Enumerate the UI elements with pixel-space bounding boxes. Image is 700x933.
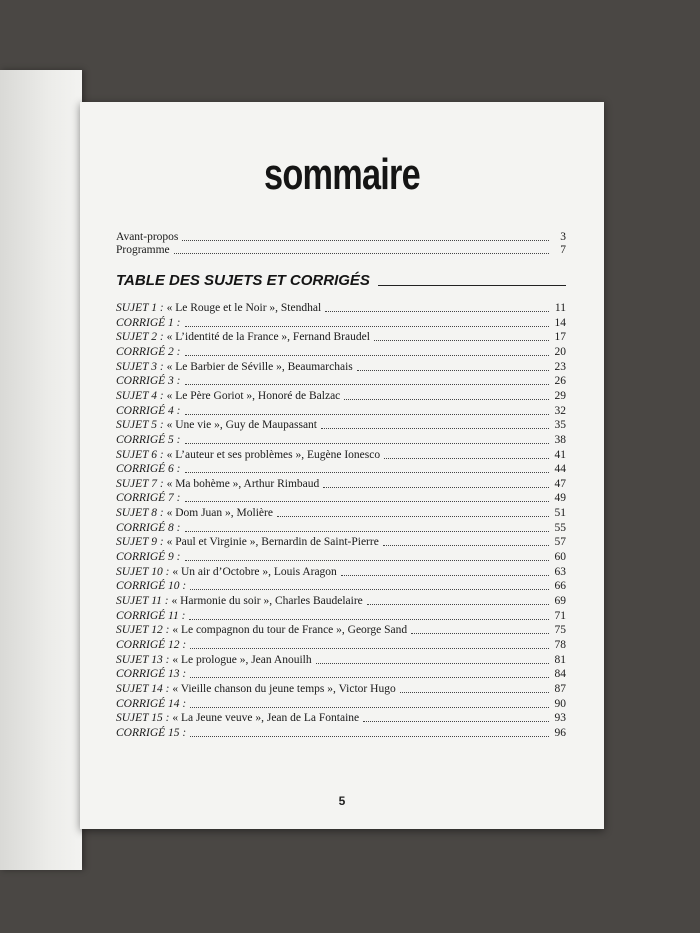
dot-leader [190,706,549,708]
dot-leader [185,471,549,473]
sujet-page: 75 [554,624,566,637]
sujet-title: « L’identité de la France », Fernand Braudel [163,331,370,344]
sujet-page: 69 [554,595,566,607]
toc-sujet-row [116,477,566,491]
toc-corrige-row [116,667,566,681]
corrige-page: 71 [554,609,566,622]
sujet-label: SUJET 14 : [116,682,170,695]
toc-sujet-row [116,389,566,403]
sujet-page: 23 [554,360,566,373]
page-number: 5 [338,794,346,808]
sujet-title: « Vieille chanson du jeune temps », Victor Hugo [169,682,396,695]
toc-corrige-row [116,316,566,330]
dot-leader [174,252,549,254]
sujet-label: SUJET 7 : [116,477,164,490]
dot-leader [185,383,549,385]
dot-leader [182,239,549,241]
toc-corrige-row [116,345,566,359]
toc-entry-page: 7 [560,244,566,256]
sujet-page: 63 [554,565,566,578]
sujet-page: 93 [554,712,566,725]
sujet-label: SUJET 4 : [116,389,164,402]
corrige-label: CORRIGÉ 3 : [116,375,181,388]
sujet-label: SUJET 3 : [116,360,164,373]
toc-sujet-row [116,360,566,374]
dot-leader [400,691,549,693]
sujet-label: SUJET 8 : [116,507,164,520]
dot-leader [185,442,549,444]
corrige-page: 90 [554,697,566,710]
corrige-page: 32 [554,404,566,417]
sujet-label: SUJET 2 : [116,331,164,344]
corrige-label: CORRIGÉ 13 : [116,668,187,681]
toc-corrige-row [116,491,566,505]
dot-leader [190,676,549,678]
section-heading [116,272,566,289]
sujet-title: « Harmonie du soir », Charles Baudelaire [168,595,363,607]
sujet-title: « Le Père Goriot », Honoré de Balzac [163,389,341,402]
sujet-title: « Dom Juan », Molière [163,507,273,520]
sujet-label: SUJET 11 : [116,595,169,607]
dot-leader [411,632,549,634]
corrige-label: CORRIGÉ 10 : [116,580,187,593]
toc-corrige-row [116,726,566,740]
dot-leader [185,559,549,561]
dot-leader [344,398,549,400]
dot-leader [367,603,549,605]
corrige-page: 44 [554,463,566,476]
toc-entry-label: Avant-propos [116,231,179,243]
sujet-page: 11 [554,302,566,314]
toc-sujet-row [116,301,566,315]
corrige-page: 14 [554,316,566,329]
sujet-title: « Le compagnon du tour de France », George Sand [169,624,408,637]
corrige-label: CORRIGÉ 4 : [116,404,181,417]
section-heading-text: TABLE DES SUJETS ET CORRIGÉS [116,272,370,289]
corrige-page: 78 [554,638,566,651]
toc-corrige-row [116,550,566,564]
corrige-label: CORRIGÉ 9 : [116,551,181,564]
sujet-label: SUJET 6 : [116,448,164,461]
dot-leader [383,544,549,546]
sujet-page: 81 [554,653,566,666]
toc-corrige-row [116,638,566,652]
sujet-title: « Ma bohème », Arthur Rimbaud [163,477,320,490]
corrige-label: CORRIGÉ 2 : [116,345,181,358]
sujet-title: « Le prologue », Jean Anouilh [169,653,312,666]
corrige-label: CORRIGÉ 1 : [116,316,181,329]
corrige-page: 38 [554,433,566,446]
toc-corrige-row [116,374,566,388]
toc-sujet-row [116,682,566,696]
toc-sujet-row [116,418,566,432]
sujet-title: « Le Rouge et le Noir », Stendhal [163,302,322,314]
sujet-title: « Une vie », Guy de Maupassant [163,419,318,432]
corrige-label: CORRIGÉ 5 : [116,433,181,446]
dot-leader [341,574,549,576]
corrige-label: CORRIGÉ 14 : [116,697,187,710]
sujet-label: SUJET 5 : [116,419,164,432]
corrige-page: 96 [554,726,566,739]
toc-entry-programme [116,243,566,257]
toc-sujet-row [116,711,566,725]
corrige-page: 66 [554,580,566,593]
corrige-page: 20 [554,345,566,358]
toc-sujet-row [116,565,566,579]
dot-leader [185,413,549,415]
corrige-page: 49 [554,492,566,505]
toc-sujet-row [116,623,566,637]
sujet-title: « L’auteur et ses problèmes », Eugène Ionesco [163,448,381,461]
corrige-page: 26 [554,375,566,388]
corrige-label: CORRIGÉ 12 : [116,638,187,651]
sujet-title: « Paul et Virginie », Bernardin de Saint-Pierre [163,536,379,549]
toc-sujet-row [116,448,566,462]
corrige-page: 60 [554,551,566,564]
toc-corrige-row [116,697,566,711]
sujet-page: 51 [554,507,566,520]
toc-sujet-row [116,535,566,549]
dot-leader [190,647,549,649]
toc-corrige-row [116,462,566,476]
corrige-label: CORRIGÉ 7 : [116,492,181,505]
toc-corrige-row [116,521,566,535]
sujet-label: SUJET 9 : [116,536,164,549]
toc-sujet-row [116,594,566,608]
dot-leader [277,515,549,517]
toc-sujet-row [116,330,566,344]
sujet-title: « Le Barbier de Séville », Beaumarchais [163,360,353,373]
dot-leader [185,354,549,356]
dot-leader [190,735,549,737]
dot-leader [190,588,549,590]
dot-leader [316,662,549,664]
dot-leader [185,530,549,532]
sujet-page: 35 [554,419,566,432]
dot-leader [185,325,549,327]
sujet-page: 47 [554,477,566,490]
dot-leader [363,720,549,722]
corrige-label: CORRIGÉ 11 : [116,609,186,622]
toc-corrige-row [116,404,566,418]
sujet-page: 87 [554,682,566,695]
toc-sujet-row [116,506,566,520]
sujet-label: SUJET 12 : [116,624,170,637]
corrige-label: CORRIGÉ 6 : [116,463,181,476]
toc-corrige-row [116,433,566,447]
facing-page [0,70,82,870]
dot-leader [321,427,549,429]
dot-leader [185,500,549,502]
page-title: sommaire [264,150,420,199]
sujet-page: 17 [554,331,566,344]
dot-leader [357,369,549,371]
corrige-label: CORRIGÉ 15 : [116,726,187,739]
sujet-page: 57 [554,536,566,549]
sujet-label: SUJET 13 : [116,653,170,666]
dot-leader [384,457,549,459]
sujet-page: 29 [554,389,566,402]
sujet-page: 41 [554,448,566,461]
dot-leader [189,618,549,620]
sujet-label: SUJET 15 : [116,712,170,725]
sujet-label: SUJET 1 : [116,302,164,314]
toc-corrige-row [116,579,566,593]
sujet-title: « Un air d’Octobre », Louis Aragon [169,565,337,578]
dot-leader [374,339,549,341]
toc-entry-page: 3 [560,231,566,243]
corrige-label: CORRIGÉ 8 : [116,521,181,534]
toc-sujet-row [116,653,566,667]
sujet-label: SUJET 10 : [116,565,170,578]
corrige-page: 84 [554,668,566,681]
toc-entry-avant-propos [116,230,566,244]
dot-leader [323,486,549,488]
section-heading-rule [378,285,566,286]
corrige-page: 55 [554,521,566,534]
dot-leader [325,310,549,312]
toc-entry-label: Programme [116,244,170,256]
toc-corrige-row [116,609,566,623]
sujet-title: « La Jeune veuve », Jean de La Fontaine [169,712,360,725]
document-page [80,102,604,829]
